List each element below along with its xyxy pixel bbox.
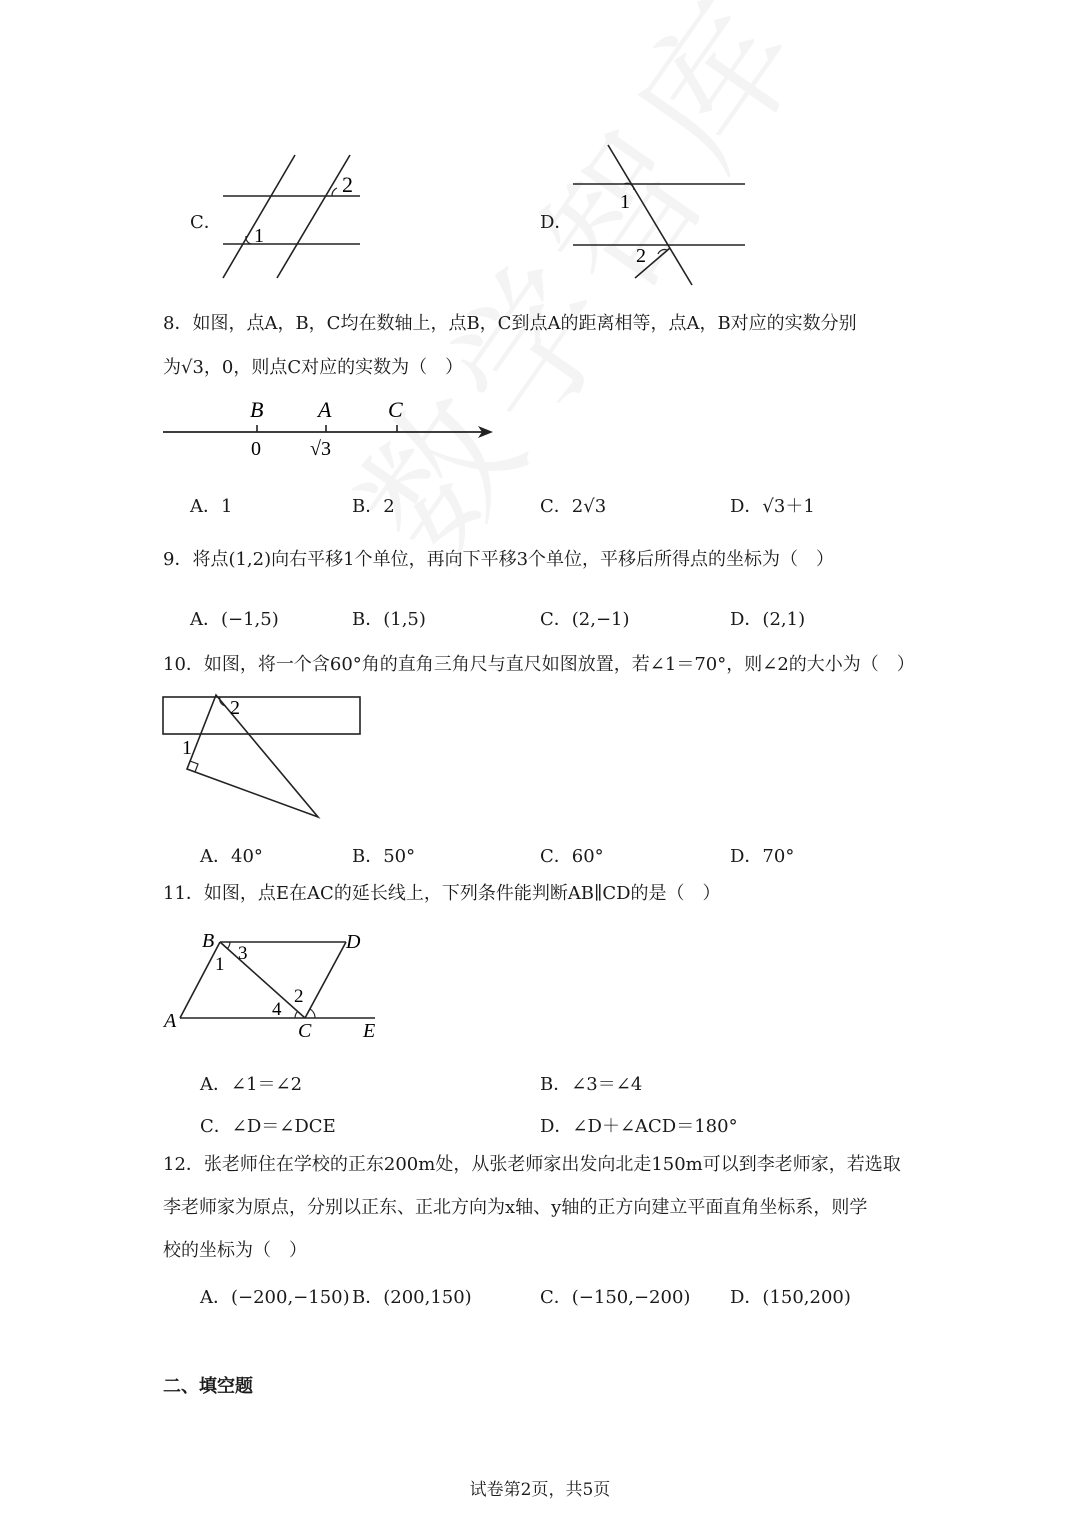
q8-option-d[interactable]: D．√3＋1 (730, 496, 815, 517)
q8-option-b[interactable]: B．2 (352, 496, 395, 517)
q9-option-c[interactable]: C．(2,−1) (540, 609, 630, 630)
q8-label-a: A (318, 397, 332, 422)
q11-label-4: 4 (272, 999, 282, 1020)
q9-option-a[interactable]: A．(−1,5) (190, 609, 279, 630)
q10-stem: 10．如图，将一个含60°角的直角三角尺与直尺如图放置，若∠1＝70°，则∠2的大小为（ ） (163, 654, 915, 675)
q8-label-c: C (388, 397, 403, 422)
q11-option-a[interactable]: A．∠1＝∠2 (200, 1074, 303, 1095)
q8-label-zero: 0 (251, 438, 261, 460)
q11-label-e: E (363, 1020, 376, 1042)
q12-option-b[interactable]: B．(200,150) (352, 1287, 472, 1308)
q8-option-c[interactable]: C．2√3 (540, 496, 607, 517)
q8-line2: 为√3，0，则点C对应的实数为（ ） (163, 357, 464, 378)
q11-stem: 11．如图，点E在AC的延长线上，下列条件能判断AB∥CD的是（ ） (163, 883, 721, 904)
section-title: 二、填空题 (163, 1376, 253, 1397)
q12-option-a[interactable]: A．(−200,−150) (200, 1287, 350, 1308)
q7d-angle2: 2 (636, 245, 646, 267)
q11-label-c: C (298, 1020, 312, 1042)
q8-label-b: B (250, 397, 264, 422)
q7-figure-c (215, 150, 365, 280)
q9-option-d[interactable]: D．(2,1) (730, 609, 806, 630)
q8-label-sqrt3: √3 (310, 438, 331, 460)
q7d-angle1: 1 (620, 191, 630, 213)
q11-label-1: 1 (215, 954, 225, 975)
q11-label-2: 2 (294, 986, 304, 1007)
q11-label-d: D (346, 931, 361, 953)
q8-number-line (160, 395, 500, 465)
q10-option-c[interactable]: C．60° (540, 846, 604, 867)
q11-label-3: 3 (238, 943, 248, 964)
q7c-angle2: 2 (342, 172, 353, 197)
q10-option-a[interactable]: A．40° (200, 846, 263, 867)
page-footer: 试卷第2页，共5页 (469, 1480, 611, 1500)
q12-line1: 12．张老师住在学校的正东200m处，从张老师家出发向北走150m可以到李老师家，若选取 (163, 1154, 901, 1175)
q7-option-c-label: C． (190, 212, 222, 233)
q11-option-d[interactable]: D．∠D＋∠ACD＝180° (540, 1116, 738, 1137)
q10-angle2: 2 (230, 697, 240, 719)
q11-label-a: A (164, 1010, 177, 1032)
q10-option-d[interactable]: D．70° (730, 846, 795, 867)
q11-label-b: B (202, 930, 215, 952)
q7-option-d-label: D． (540, 212, 573, 233)
q12-option-d[interactable]: D．(150,200) (730, 1287, 851, 1308)
q10-angle1: 1 (182, 737, 192, 759)
q9-option-b[interactable]: B．(1,5) (352, 609, 426, 630)
q12-line3: 校的坐标为（ ） (163, 1240, 307, 1261)
q12-option-c[interactable]: C．(−150,−200) (540, 1287, 691, 1308)
q9-stem: 9．将点(1,2)向右平移1个单位，再向下平移3个单位，平移后所得点的坐标为（ ） (163, 549, 835, 570)
q7c-angle1: 1 (254, 225, 264, 247)
q10-figure (160, 692, 370, 822)
q11-option-b[interactable]: B．∠3＝∠4 (540, 1074, 643, 1095)
q12-line2: 李老师家为原点，分别以正东、正北方向为x轴、y轴的正方向建立平面直角坐标系，则学 (163, 1197, 868, 1218)
q8-line1: 8．如图，点A，B，C均在数轴上，点B，C到点A的距离相等，点A，B对应的实数分别 (163, 313, 857, 334)
q11-figure (160, 925, 400, 1045)
q8-option-a[interactable]: A．1 (190, 496, 233, 517)
q10-option-b[interactable]: B．50° (352, 846, 416, 867)
q7-figure-d (570, 140, 750, 290)
q11-option-c[interactable]: C．∠D＝∠DCE (200, 1116, 336, 1137)
